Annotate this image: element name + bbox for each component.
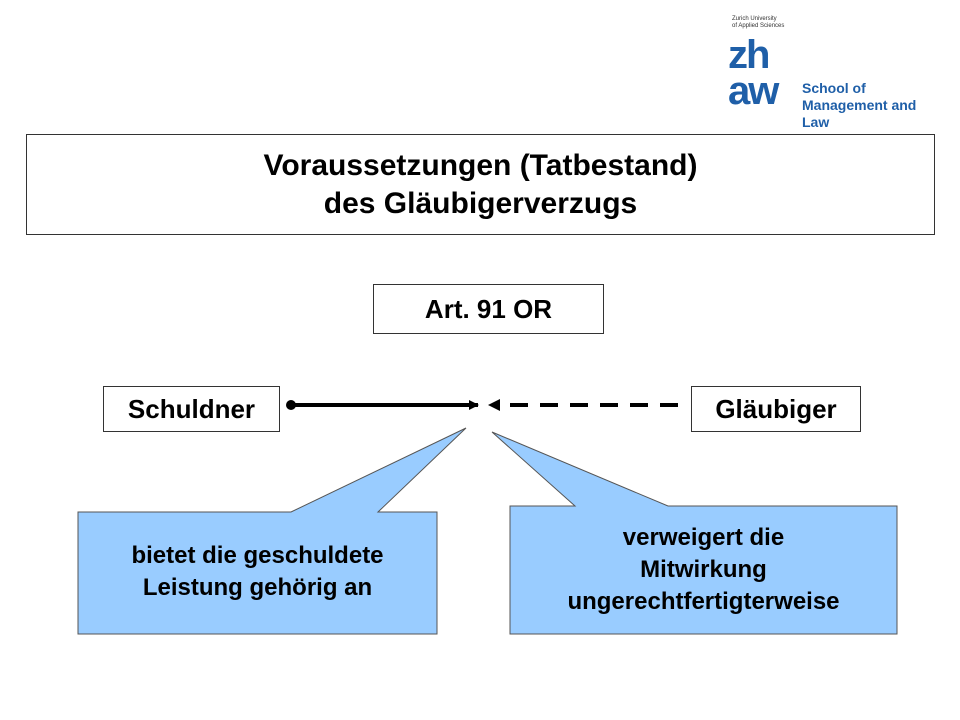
- logo-mark-aw: aw: [728, 69, 778, 113]
- debtor-callout-line-2: Leistung gehörig an: [142, 574, 373, 601]
- slide-title-line-1: Voraussetzungen (Tatbestand): [263, 148, 698, 182]
- debtor-callout-text: [78, 510, 437, 634]
- creditor-label: Gläubiger: [715, 393, 837, 424]
- creditor-refusal-arrowhead: [488, 399, 500, 411]
- logo-university-name: Zurich University of Applied Sciences: [732, 16, 785, 29]
- logo-school-name: School of Management and Law: [802, 80, 917, 130]
- creditor-callout-line-3: ungerechtfertigterweise: [567, 588, 840, 615]
- slide-title-line-2: des Gläubigerverzugs: [323, 186, 638, 220]
- creditor-callout-text: [510, 506, 897, 634]
- creditor-callout-line-1: verweigert die: [622, 524, 785, 551]
- article-reference-label: Art. 91 OR: [424, 293, 553, 324]
- debtor-callout-line-1: bietet die geschuldete: [131, 542, 384, 569]
- creditor-callout-line-2: Mitwirkung: [640, 556, 767, 583]
- logo-mark-zh: zh: [728, 33, 769, 77]
- debtor-label: Schuldner: [127, 393, 256, 424]
